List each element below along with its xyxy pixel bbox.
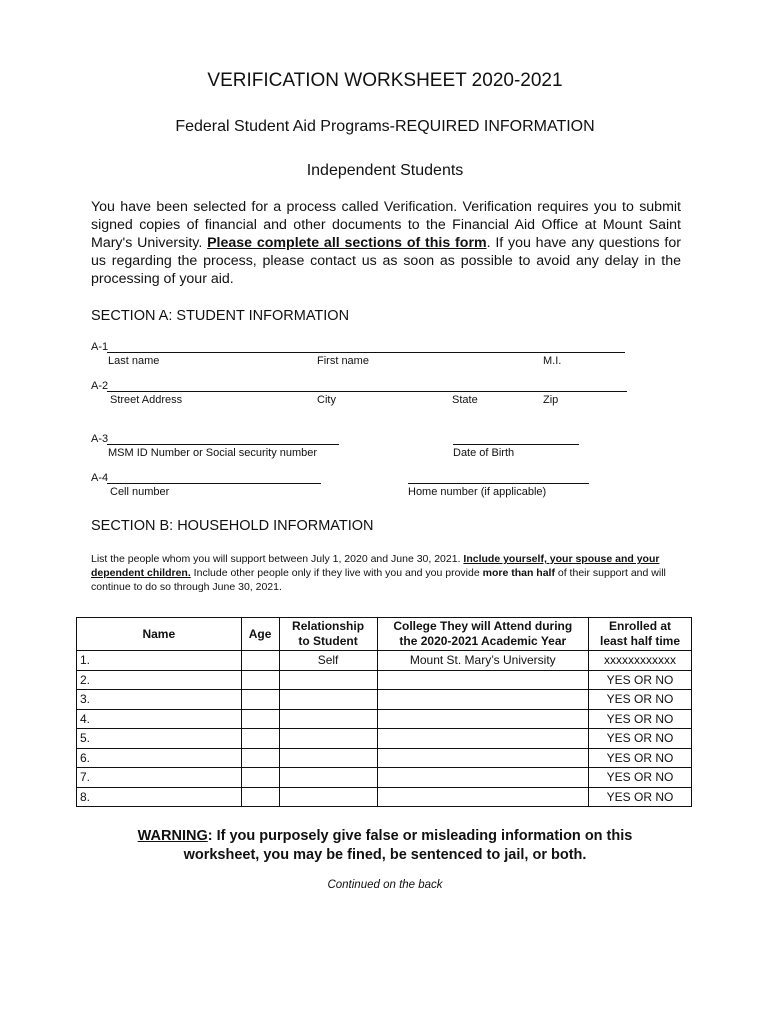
row-name-cell[interactable]: 4. [77,709,242,729]
row-enrolled-cell[interactable]: YES OR NO [589,729,692,749]
col-age-label: Age [248,626,272,641]
row-name-cell[interactable]: 2. [77,670,242,690]
a2-tag: A-2 [91,380,109,392]
row-college-cell[interactable] [377,709,589,729]
table-row [77,709,692,729]
col-enrolled-header [589,618,692,651]
row-college-cell[interactable] [377,729,589,749]
row-relationship-cell[interactable] [279,670,377,690]
table-row [77,729,692,749]
row-enrolled-cell[interactable]: xxxxxxxxxxxx [589,651,692,671]
a3-id-field[interactable] [107,431,339,445]
a1-name-field[interactable] [107,339,625,353]
row-college-cell[interactable] [377,768,589,788]
row-name-cell[interactable]: 1. [77,651,242,671]
row-college-cell[interactable] [377,748,589,768]
a1-last-label: Last name [108,355,160,367]
col-enrolled-label-2: least half time [600,634,681,648]
a3-dob-label: Date of Birth [453,447,515,459]
col-college-header [377,618,589,651]
col-age-header [241,618,279,651]
col-college-label-2: the 2020-2021 Academic Year [399,634,567,648]
warning-label: WARNING [137,828,208,844]
row-enrolled-cell[interactable]: YES OR NO [589,690,692,710]
row-age-cell[interactable] [241,651,279,671]
a1-tag: A-1 [91,341,109,353]
warning-notice [0,827,770,865]
table-row [77,670,692,690]
a3-dob-field[interactable] [453,431,579,445]
intro-paragraph [91,198,681,288]
row-relationship-cell[interactable] [279,768,377,788]
row-enrolled-cell[interactable]: YES OR NO [589,787,692,807]
col-relationship-label: Relationship [292,619,365,633]
col-college-label: College They will Attend during [393,619,573,633]
col-relationship-header [279,618,377,651]
instructions-emphasis-2: more than half [482,567,555,579]
row-college-cell[interactable] [377,690,589,710]
row-name-cell[interactable]: 6. [77,748,242,768]
a2-address-field[interactable] [107,378,627,392]
section-a-heading: SECTION A: STUDENT INFORMATION [91,308,350,324]
table-row [77,787,692,807]
table-row [77,768,692,788]
a2-street-label: Street Address [110,394,183,406]
instructions-text: List the people whom you will support between July 1, 2020 and June 30, 2021. [91,553,464,565]
a4-cell-label: Cell number [110,486,170,498]
table-row [77,651,692,671]
a1-mi-label: M.I. [543,355,562,367]
row-age-cell[interactable] [241,709,279,729]
household-table-body [77,651,692,807]
row-relationship-cell[interactable] [279,709,377,729]
row-age-cell[interactable] [241,729,279,749]
household-instructions [91,552,686,594]
a4-home-field[interactable] [408,470,589,484]
instructions-emphasis: Include yourself, your spouse and your dependent children. [91,553,660,579]
row-college-cell[interactable]: Mount St. Mary’s University [377,651,589,671]
row-name-cell[interactable]: 5. [77,729,242,749]
row-name-cell[interactable]: 3. [77,690,242,710]
col-name-label: Name [142,626,176,641]
row-enrolled-cell[interactable]: YES OR NO [589,748,692,768]
row-enrolled-cell[interactable]: YES OR NO [589,709,692,729]
col-relationship-label-2: to Student [298,634,358,648]
row-age-cell[interactable] [241,748,279,768]
row-relationship-cell[interactable] [279,787,377,807]
instructions-text-3: of their support and will continue to do so through June 30, 2021. [91,567,666,593]
row-enrolled-cell[interactable]: YES OR NO [589,768,692,788]
continued-note: Continued on the back [327,879,443,891]
a1-first-label: First name [317,355,369,367]
intro-text: You have been selected for a process called Verification. Verification requires you to submit signed copies of financial and other documents to the Financial Aid Office at Mount Saint Mary's University. [91,199,681,251]
instructions-text-2: Include other people only if they live with you and you provide [190,567,483,579]
table-row [77,690,692,710]
intro-emphasis: Please complete all sections of this form [207,235,487,251]
a4-cell-field[interactable] [107,470,321,484]
row-age-cell[interactable] [241,787,279,807]
a2-state-label: State [452,394,478,406]
col-name-header [77,618,242,651]
row-age-cell[interactable] [241,670,279,690]
row-relationship-cell[interactable] [279,748,377,768]
a4-tag: A-4 [91,472,109,484]
warning-text-2: worksheet, you may be fined, be sentenced to jail, or both. [183,847,587,863]
section-b-heading: SECTION B: HOUSEHOLD INFORMATION [91,518,374,534]
a3-id-label: MSM ID Number or Social security number [108,447,318,459]
row-age-cell[interactable] [241,690,279,710]
a3-tag: A-3 [91,433,109,445]
page-subtitle: Federal Student Aid Programs-REQUIRED INFORMATION [175,118,595,135]
audience-heading: Independent Students [306,162,464,179]
a2-zip-label: Zip [543,394,559,406]
row-relationship-cell[interactable]: Self [279,651,377,671]
row-name-cell[interactable]: 8. [77,787,242,807]
household-table [76,617,692,807]
table-row [77,748,692,768]
row-college-cell[interactable] [377,670,589,690]
page-title: VERIFICATION WORKSHEET 2020-2021 [207,70,563,91]
household-table-header [77,618,692,651]
row-age-cell[interactable] [241,768,279,788]
a4-home-label: Home number (if applicable) [408,486,547,498]
warning-text: : If you purposely give false or misleading information on this [207,828,633,844]
row-relationship-cell[interactable] [279,729,377,749]
row-college-cell[interactable] [377,787,589,807]
row-relationship-cell[interactable] [279,690,377,710]
row-enrolled-cell[interactable]: YES OR NO [589,670,692,690]
a2-city-label: City [317,394,336,406]
col-enrolled-label: Enrolled at [609,619,672,633]
row-name-cell[interactable]: 7. [77,768,242,788]
intro-text-end: . If you have any questions for us regarding the process, please contact us as soon as possible to avoid any delay in the processing of your aid. [91,235,681,287]
